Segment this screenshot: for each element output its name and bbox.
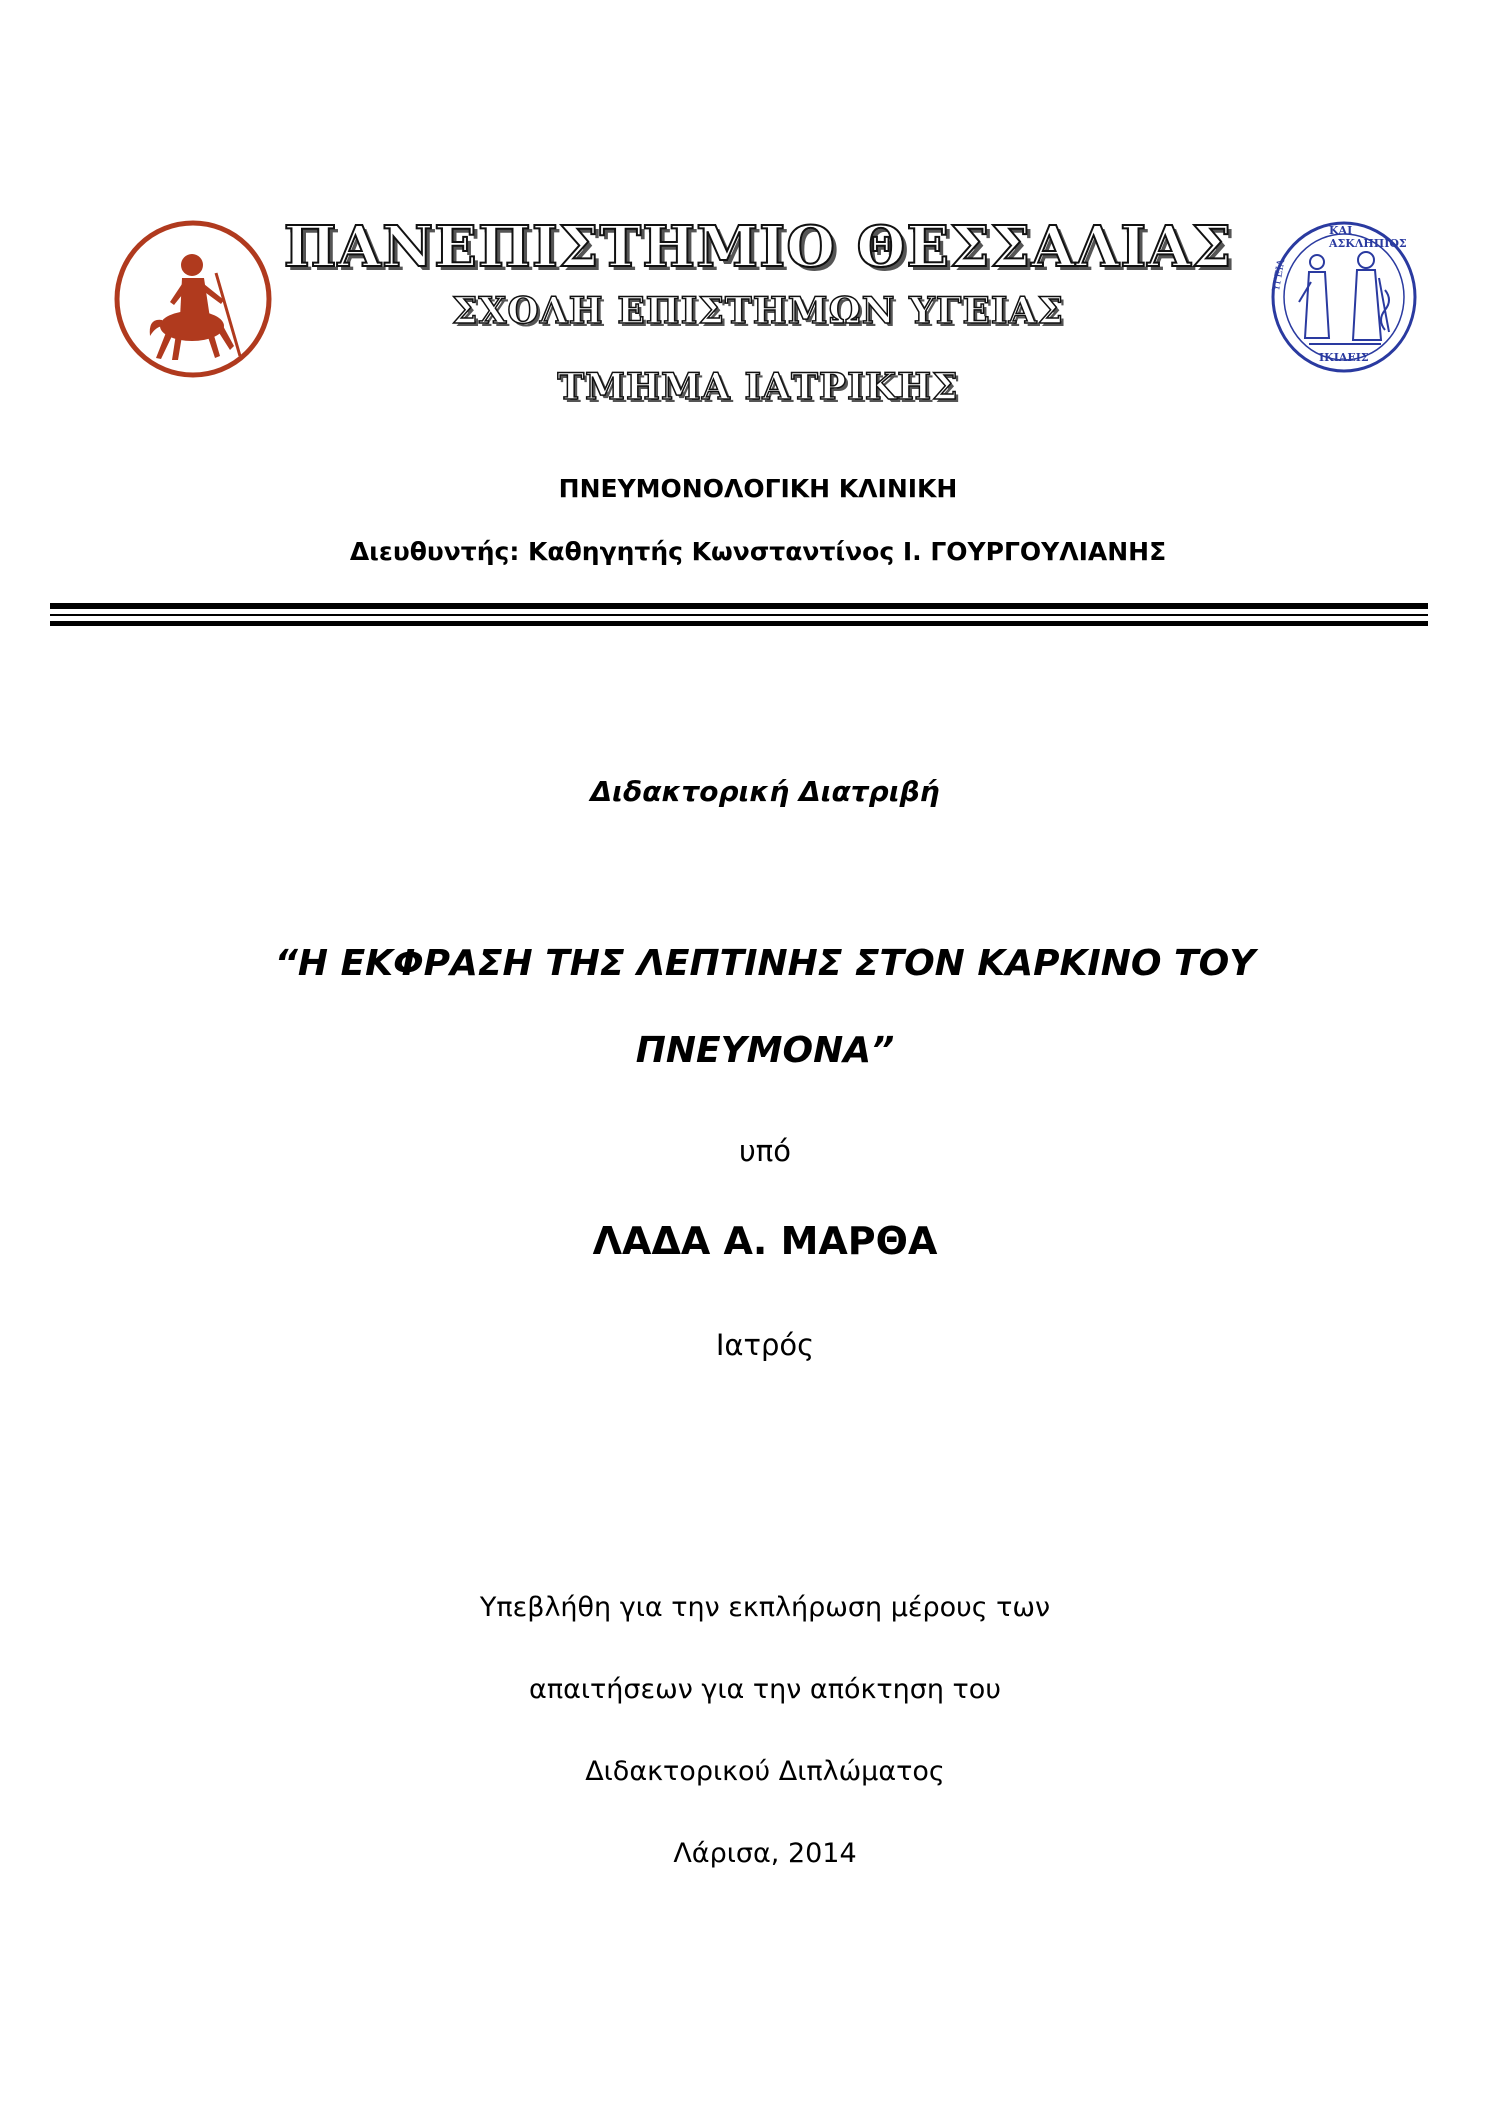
author-role: Ιατρός — [715, 1328, 815, 1362]
by-label: υπό — [739, 1134, 791, 1168]
clinic-name: ΠΝΕΥΜΟΝΟΛΟΓΙΚΗ ΚΛΙΝΙΚΗ — [558, 474, 958, 503]
seal-inscription-bottom: ΙΚΙΑΕΙΣ — [1319, 351, 1369, 364]
header-rule-bottom — [50, 621, 1428, 626]
header-rule-middle — [50, 614, 1428, 616]
asklepios-seal-icon — [1269, 220, 1419, 375]
header-rule-top — [50, 603, 1428, 609]
submission-line-3: Διδακτορικού Διπλώματος — [585, 1756, 945, 1787]
submission-line-1: Υπεβλήθη για την εκπλήρωση μέρους των — [479, 1592, 1051, 1623]
thesis-type: Διδακτορική Διατριβή — [590, 775, 940, 808]
thesis-title-line2 — [0, 1030, 1489, 1071]
department-title: ΤΜΗΜΑ ΙΑΤΡΙΚΗΣ — [557, 366, 959, 408]
thesis-title-part1: “Η ΕΚΦΡΑΣΗ — [274, 943, 546, 984]
school-title: ΣΧΟΛΗ ΕΠΙΣΤΗΜΩΝ ΥΓΕΙΑΣ — [451, 290, 1064, 332]
author-name: ΛΑΔΑ Α. ΜΑΡΘΑ — [592, 1219, 938, 1263]
seal-inscription-left: ΥΓΕΙΑ — [1271, 258, 1288, 292]
place-date: Λάρισα, 2014 — [673, 1838, 857, 1869]
submission-line-2: απαιτήσεων για την απόκτηση του — [529, 1674, 1001, 1705]
university-title: ΠΑΝΕΠΙΣΤΗΜΙΟ ΘΕΣΣΑΛΙΑΣ — [283, 214, 1233, 280]
director-line: Διευθυντής: Καθηγητής Κωνσταντίνος Ι. ΓΟΥΡΓΟΥΛΙΑΝΗΣ — [349, 537, 1167, 566]
centaur-seal-icon — [112, 218, 274, 380]
seal-inscription-top: ΚΑΙ ΑΣΚΛΗΠΙΟΣ — [1329, 224, 1407, 250]
thesis-title-part2: ΤΗΣ ΛΕΠΤΙΝΗΣ ΣΤΟΝ ΚΑΡΚΙΝΟ ΤΟΥ — [545, 943, 1256, 984]
thesis-title-line2-text: ΠΝΕΥΜΟΝΑ” — [635, 1030, 895, 1071]
thesis-title-line1 — [0, 943, 1489, 984]
